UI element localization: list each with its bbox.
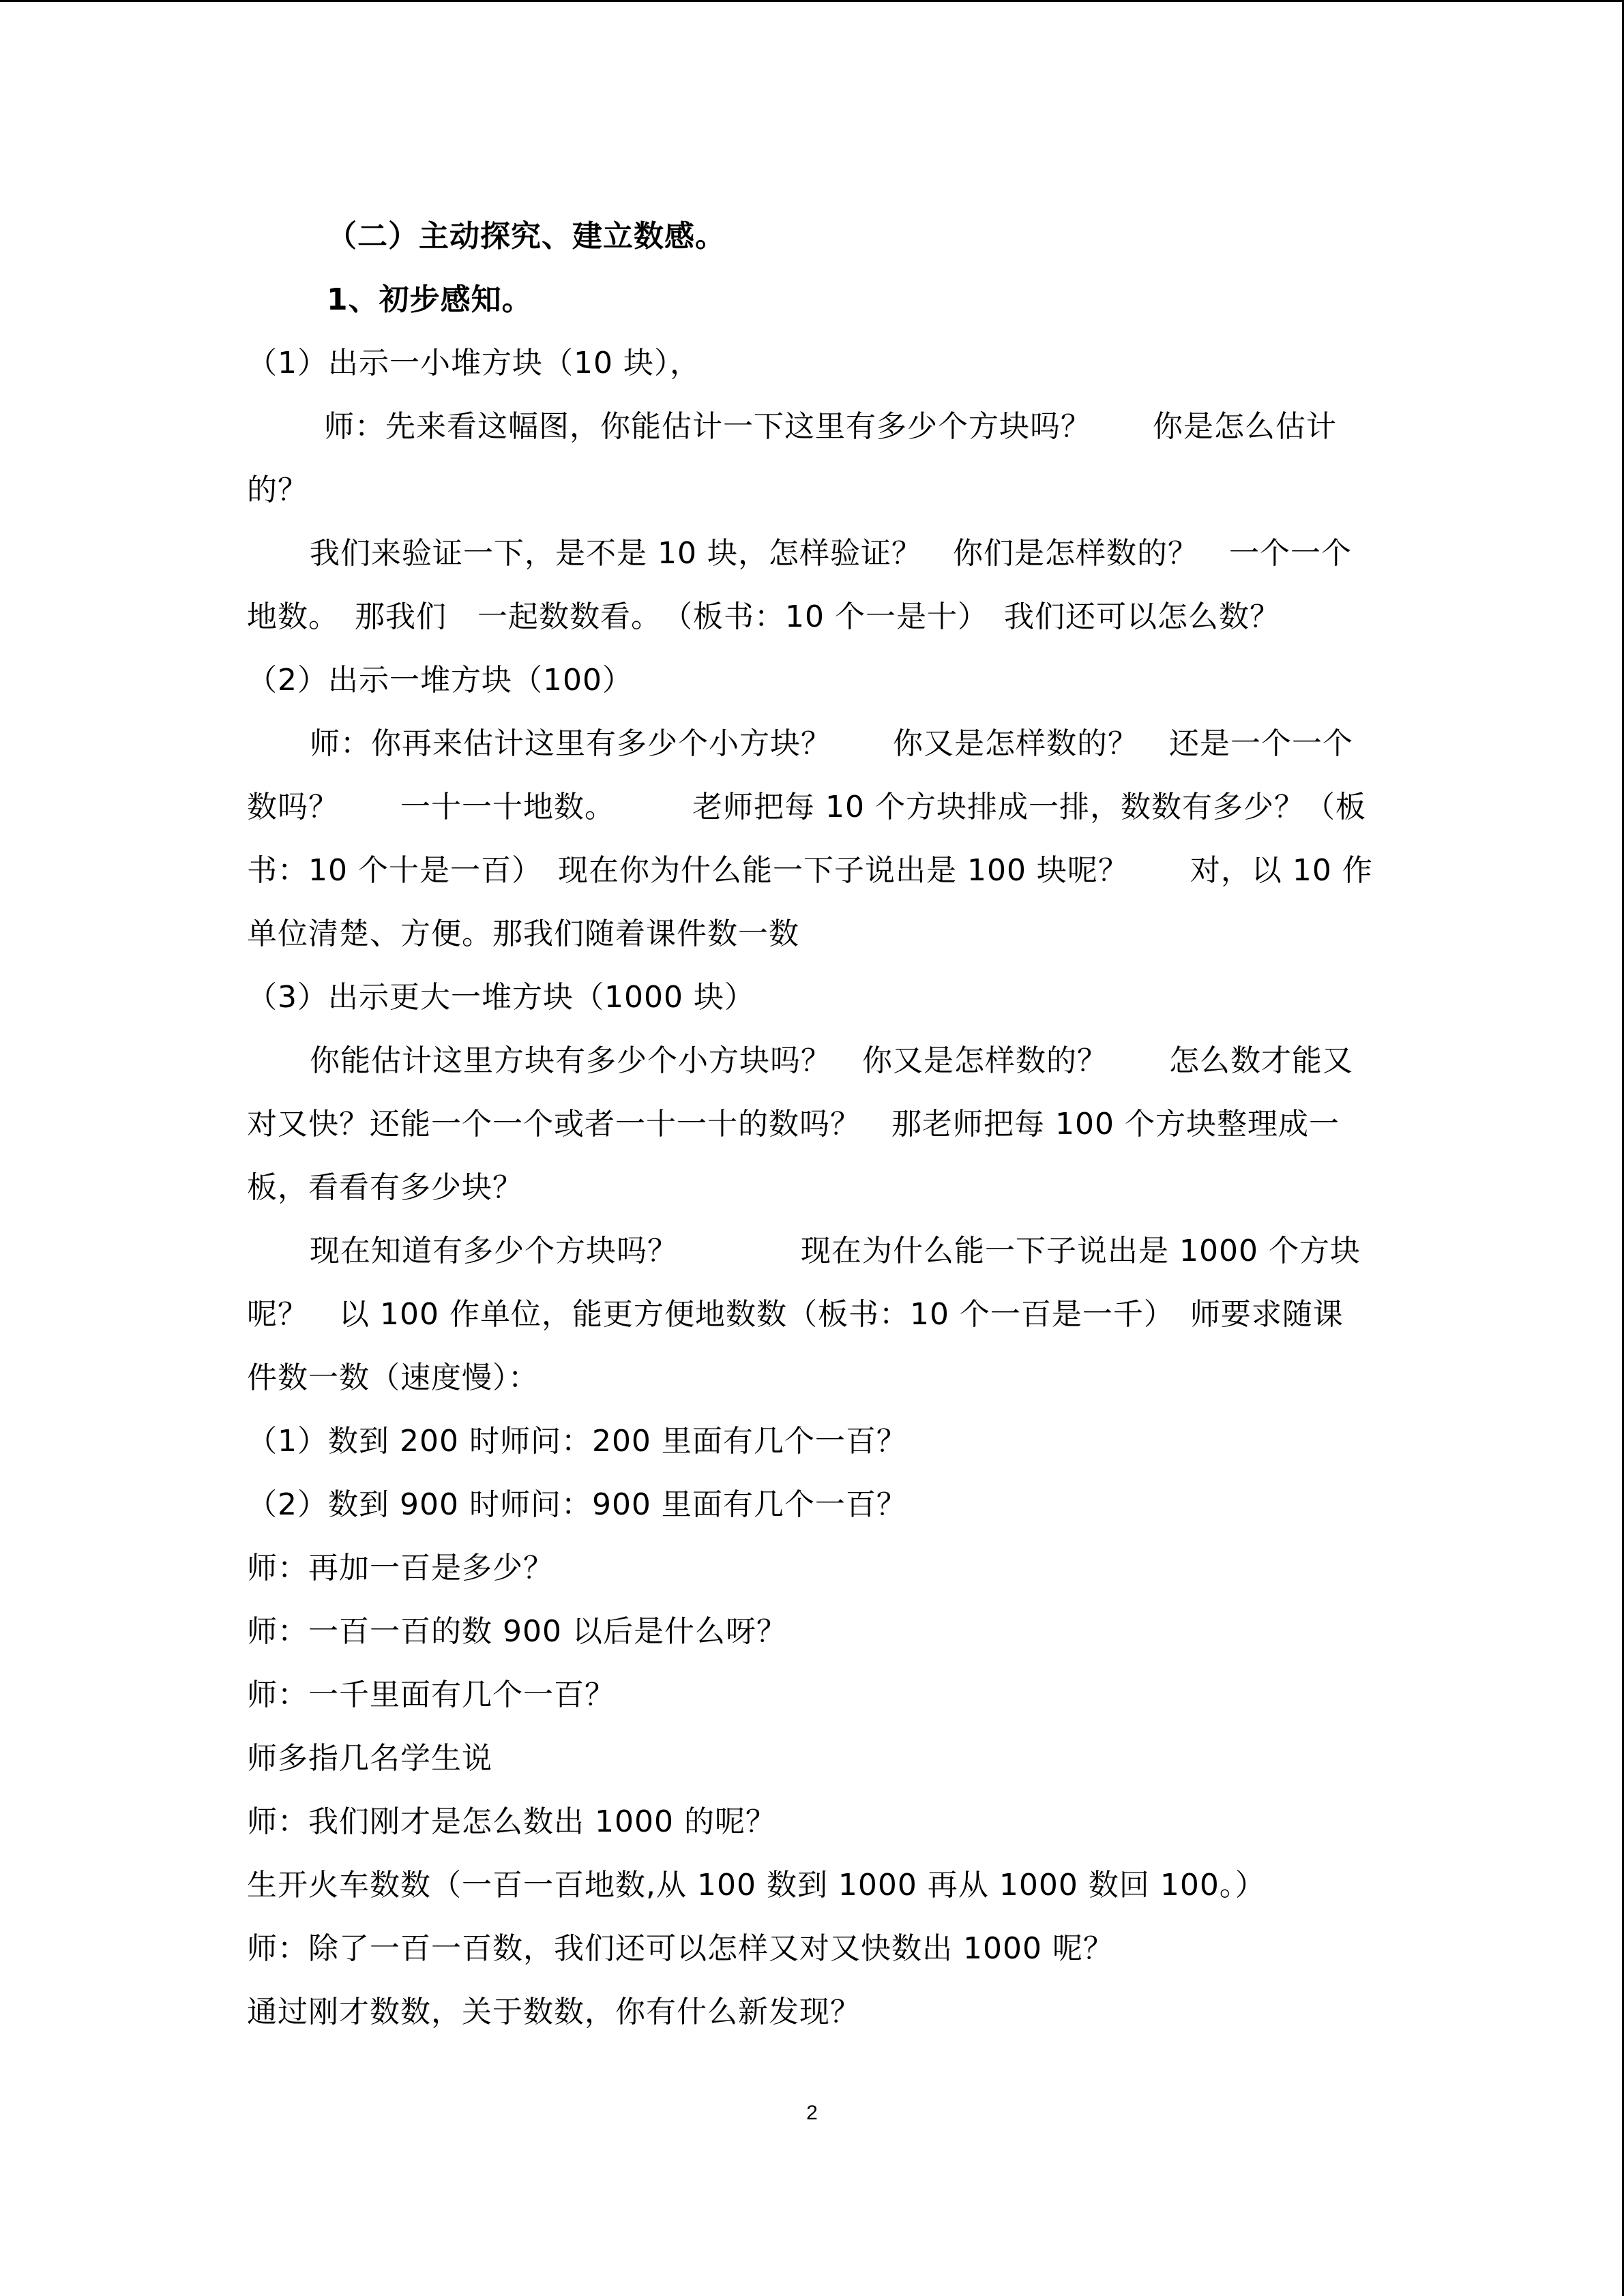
teacher-line: 师：一千里面有几个一百？ [247,1678,615,1712]
paragraph-line: 单位清楚、方便。那我们随着课件数一数 [247,916,799,951]
paragraph-title-2: （2）出示一堆方块（100） [247,663,633,698]
document-body [247,205,1381,2044]
paragraph-line: 件数一数（速度慢）： [247,1360,539,1395]
paragraph-line: 书：10 个十是一百） 现在你为什么能一下子说出是 100 块呢？ 对，以 10 作 [247,853,1373,888]
question-item: （1）数到 200 时师问：200 里面有几个一百？ [247,1424,907,1459]
paragraph-line: 你能估计这里方块有多少个小方块吗？ 你又是怎样数的？ 怎么数才能又 [310,1043,1353,1078]
paragraph-line: 呢？ 以 100 作单位，能更方便地数数（板书：10 个一百是一千） 师要求随课 [247,1297,1344,1332]
paragraph-title-1: （1）出示一小堆方块（10 块）， [247,346,700,381]
teacher-line: 师：我们刚才是怎么数出 1000 的呢？ [247,1804,776,1839]
paragraph-title-3: （3）出示更大一堆方块（1000 块） [247,980,755,1015]
paragraph-line: 我们来验证一下，是不是 10 块，怎样验证？ 你们是怎样数的？ 一个一个 [310,536,1352,571]
paragraph-line: 数吗？ 一十一十地数。 老师把每 10 个方块排成一排，数数有多少？（板 [247,790,1366,824]
teacher-line: 师：再加一百是多少？ [247,1551,554,1585]
student-line: 生开火车数数（一百一百地数,从 100 数到 1000 再从 1000 数回 100。） [247,1868,1266,1903]
page-border-top [0,0,1624,2]
teacher-line: 师多指几名学生说 [247,1741,492,1776]
paragraph-line: 地数。 那我们 一起数数看。 （板书：10 个一是十） 我们还可以怎么数？ [247,599,1280,634]
paragraph-line: 现在知道有多少个方块吗？ 现在为什么能一下子说出是 1000 个方块 [310,1234,1361,1268]
teacher-line: 师：一百一百的数 900 以后是什么呀？ [247,1614,787,1649]
paragraph-line: 师：你再来估计这里有多少个小方块？ 你又是怎样数的？ 还是一个一个 [310,726,1353,761]
page-number: 2 [806,2102,818,2124]
closing-line: 通过刚才数数，关于数数，你有什么新发现？ [247,1995,861,2029]
teacher-line: 师：除了一百一百数，我们还可以怎样又对又快数出 1000 呢？ [247,1931,1114,1966]
section-heading: （二）主动探究、建立数感。 [327,219,726,254]
question-item: （2）数到 900 时师问：900 里面有几个一百？ [247,1487,907,1522]
paragraph-line: 的？ [247,473,308,507]
paragraph-line: 板，看看有多少块？ [247,1170,523,1205]
sub-heading: 1、初步感知。 [327,282,533,317]
paragraph-line: 对又快？还能一个一个或者一十一十的数吗？ 那老师把每 100 个方块整理成一 [247,1107,1340,1142]
paragraph-line: 师：先来看这幅图，你能估计一下这里有多少个方块吗？ 你是怎么估计 [324,409,1337,444]
